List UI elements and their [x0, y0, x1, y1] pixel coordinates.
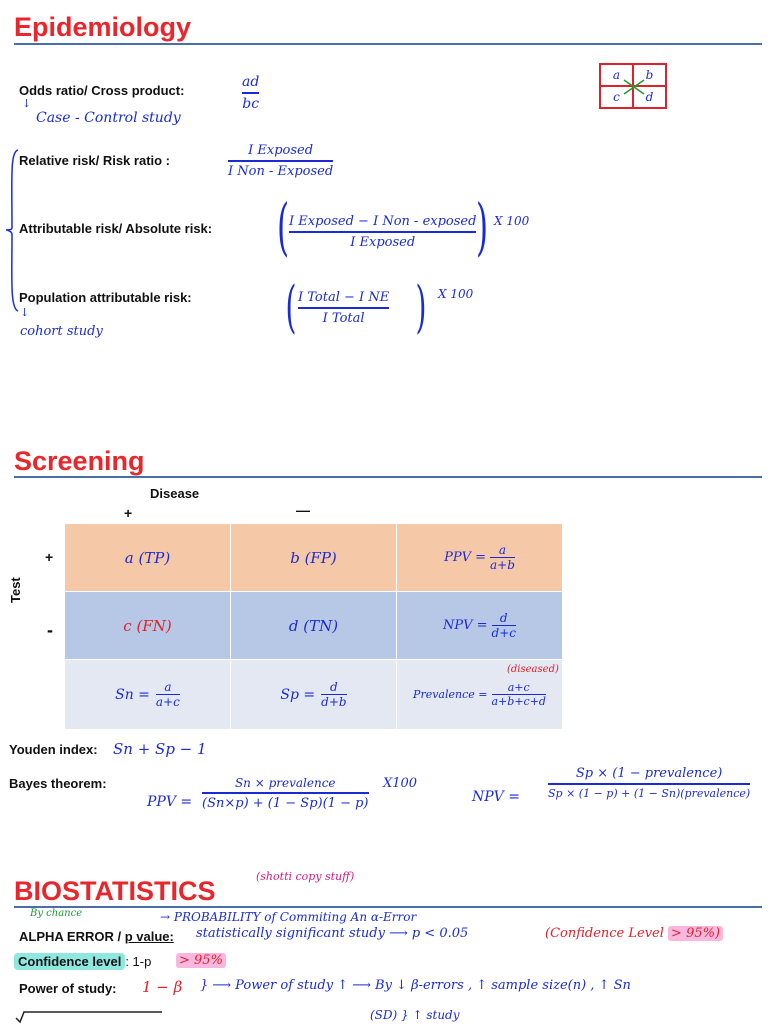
disease-label: Disease: [150, 486, 200, 501]
alpha-error-label: [19, 929, 174, 944]
prevalence-label: Prevalence =: [413, 688, 488, 701]
alpha-error-value: statistically significant study ⟶ p < 0.05: [196, 926, 469, 941]
screening-table: [65, 524, 563, 730]
section-title-epidemiology: Epidemiology: [14, 12, 192, 42]
sqrt-formula-icon: [14, 1010, 164, 1024]
mini-cell-b: b: [633, 64, 666, 86]
bayes-ppv-multiplier: X100: [383, 776, 418, 791]
npv-denominator: d+c: [491, 626, 516, 641]
relative-risk-label: Relative risk/ Risk ratio :: [19, 153, 171, 168]
confidence-level-note-text: (Confidence Level: [545, 926, 664, 941]
false-positive-text: b (FP): [290, 548, 337, 567]
bayes-npv-denominator: Sp × (1 − p) + (1 − Sn)(prevalence): [548, 786, 751, 800]
mini-cell-a: a: [600, 64, 633, 86]
open-paren: (: [277, 190, 290, 263]
power-of-study-label: Power of study:: [19, 981, 117, 996]
attributable-risk-denominator: I Exposed: [350, 234, 416, 250]
pop-attributable-risk-multiplier: X 100: [438, 287, 474, 301]
prevalence-numerator: a+c: [507, 680, 530, 694]
youden-index-value: Sn + Sp − 1: [113, 740, 207, 758]
cell-true-positive: [65, 524, 231, 592]
bayes-npv-label: NPV =: [472, 789, 520, 805]
probability-note: → PROBABILITY of Commiting An α-Error: [160, 910, 417, 924]
bayes-ppv-fraction: [202, 776, 369, 811]
bayes-npv-numerator: Sp × (1 − prevalence): [575, 766, 723, 781]
sensitivity-numerator: a: [164, 679, 172, 694]
confidence-hand-pct: > 95%: [176, 953, 226, 968]
disease-positive-label: +: [124, 505, 133, 521]
biostatistics-note: (shotti copy stuff): [256, 870, 355, 883]
ppv-label: PPV =: [444, 550, 487, 565]
odds-ratio-denominator: bc: [242, 95, 260, 112]
bayes-ppv-label: PPV =: [147, 794, 193, 810]
cell-prevalence: [397, 660, 563, 730]
false-negative-text: c (FN): [123, 616, 172, 635]
open-paren: (: [285, 275, 297, 340]
prevalence-fraction: [492, 681, 546, 709]
npv-fraction: [492, 611, 516, 641]
bayes-ppv-denominator: (Sn×p) + (1 − Sp)(1 − p): [202, 795, 369, 811]
confidence-level-note: [545, 926, 723, 941]
ppv-numerator: a: [498, 542, 507, 557]
cell-npv: [397, 592, 563, 660]
pop-attributable-risk-denominator: I Total: [322, 310, 365, 326]
section-divider: [14, 476, 762, 478]
specificity-numerator: d: [330, 679, 338, 694]
confidence-level-value: : 1-p: [125, 954, 152, 969]
test-negative-label: -: [47, 620, 53, 640]
mini-cell-d: d: [633, 86, 666, 108]
close-paren: ): [476, 190, 489, 263]
ppv-fraction: [490, 543, 515, 573]
bayes-npv-fraction: [548, 766, 750, 800]
attributable-risk-label: Attributable risk/ Absolute risk:: [19, 221, 213, 236]
pop-attributable-risk-numerator: I Total − I NE: [298, 290, 390, 305]
power-note: } ⟶ Power of study ↑ ⟶ By ↓ β-errors , ↑ sample size(n) , ↑ Sn: [200, 978, 631, 993]
specificity-label: Sp =: [280, 686, 316, 703]
sensitivity-denominator: a+c: [155, 695, 180, 710]
odds-ratio-fraction: [242, 74, 259, 112]
power-formula: 1 − β: [142, 978, 183, 996]
test-label: Test: [8, 577, 23, 603]
disease-negative-label: —: [296, 502, 310, 518]
attributable-risk-multiplier: X 100: [494, 214, 530, 228]
mini-cell-c: c: [600, 86, 633, 108]
test-positive-label: +: [45, 549, 54, 565]
cell-false-positive: [231, 524, 397, 592]
specificity-denominator: d+b: [321, 695, 347, 710]
confidence-level-row: [14, 954, 151, 969]
pop-attributable-risk-label: Population attributable risk:: [19, 290, 192, 305]
bottom-note: (SD) } ↑ study: [370, 1008, 460, 1022]
section-title-biostatistics: BIOSTATISTICS: [14, 876, 216, 906]
down-arrow-icon: ↓: [20, 306, 30, 319]
true-positive-text: a (TP): [124, 548, 171, 567]
close-paren: ): [415, 275, 427, 340]
youden-index-label: Youden index:: [9, 742, 98, 757]
attributable-risk-fraction: [289, 214, 476, 250]
sensitivity-label: Sn =: [115, 686, 150, 703]
confidence-hand-note: [176, 953, 226, 968]
bayes-theorem-label: Bayes theorem:: [9, 776, 107, 791]
section-divider: [14, 906, 762, 908]
ppv-denominator: a+b: [490, 558, 515, 573]
odds-ratio-numerator: ad: [242, 74, 260, 90]
cell-false-negative: [65, 592, 231, 660]
relative-risk-fraction: [228, 143, 333, 179]
down-arrow-icon: ↓: [22, 97, 32, 110]
specificity-fraction: [321, 680, 346, 710]
odds-ratio-label: Odds ratio/ Cross product:: [19, 83, 185, 98]
prevalence-denominator: a+b+c+d: [491, 695, 546, 709]
section-title-screening: Screening: [14, 446, 145, 476]
bayes-ppv-numerator: Sn × prevalence: [234, 776, 336, 790]
cohort-study-note: cohort study: [20, 324, 103, 339]
by-chance-note: By chance: [30, 908, 83, 919]
cross-product-icon: [620, 76, 648, 98]
relative-risk-numerator: I Exposed: [248, 143, 314, 158]
npv-label: NPV =: [442, 618, 488, 633]
pop-attributable-risk-fraction: [298, 290, 389, 326]
cell-specificity: [231, 660, 397, 730]
prevalence-diseased-note: (diseased): [507, 664, 559, 675]
case-control-note: Case - Control study: [36, 110, 181, 126]
cell-sensitivity: [65, 660, 231, 730]
confidence-pct: > 95%): [668, 926, 723, 941]
true-negative-text: d (TN): [288, 616, 339, 635]
attributable-risk-numerator: I Exposed − I Non - exposed: [289, 214, 477, 229]
sensitivity-fraction: [156, 680, 180, 710]
alpha-error-text: ALPHA ERROR /: [19, 929, 125, 944]
npv-numerator: d: [499, 610, 508, 625]
relative-risk-denominator: I Non - Exposed: [228, 163, 334, 179]
p-value-text: p value:: [124, 929, 174, 944]
cell-true-negative: [231, 592, 397, 660]
cell-ppv: [397, 524, 563, 592]
section-divider: [14, 43, 762, 45]
confidence-level-badge: Confidence level: [14, 953, 125, 970]
